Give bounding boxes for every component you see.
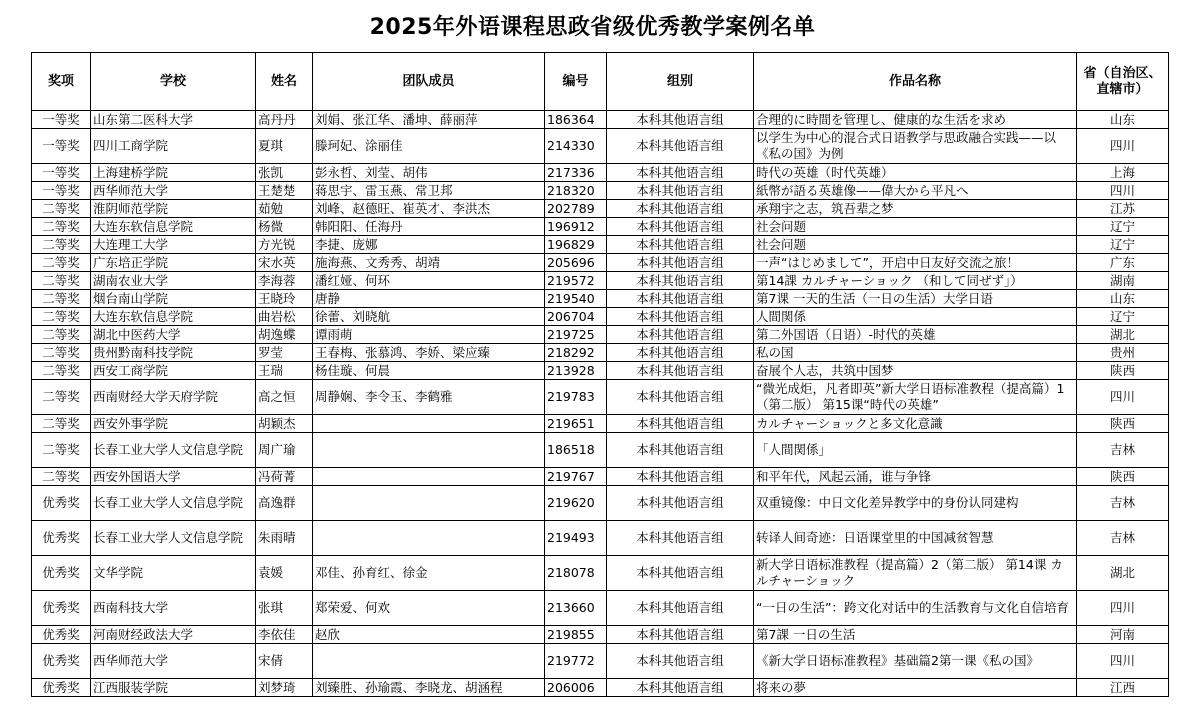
cell-school: 西华师范大学 — [91, 182, 256, 200]
table-row — [32, 254, 1169, 272]
cell-name: 宋倩 — [256, 644, 313, 679]
cell-province: 山东 — [1077, 111, 1169, 129]
header-group: 组别 — [607, 53, 754, 111]
table-header-row — [32, 53, 1169, 111]
cell-work: 转译人间奇迹：日语课堂里的中国减贫智慧 — [754, 521, 1077, 556]
cell-province: 四川 — [1077, 129, 1169, 164]
cell-work: 以学生为中心的混合式日语教学与思政融合实践——以《私の国》为例 — [754, 129, 1077, 164]
table-row — [32, 308, 1169, 326]
table-body — [32, 111, 1169, 697]
cell-name: 茹勉 — [256, 200, 313, 218]
cell-province: 陕西 — [1077, 468, 1169, 486]
cell-name: 王晓玲 — [256, 290, 313, 308]
cell-work: 新大学日语标准教程（提高篇）2（第二版） 第14课 カルチャーショック — [754, 556, 1077, 591]
cell-award: 一等奖 — [32, 164, 91, 182]
cell-group: 本科其他语言组 — [607, 556, 754, 591]
cell-school: 湖北中医药大学 — [91, 326, 256, 344]
cell-group: 本科其他语言组 — [607, 164, 754, 182]
cell-work: 双重镜像：中日文化差异教学中的身份认同建构 — [754, 486, 1077, 521]
cell-name: 张琪 — [256, 591, 313, 626]
cell-province: 湖北 — [1077, 556, 1169, 591]
cell-award: 一等奖 — [32, 129, 91, 164]
table-row — [32, 129, 1169, 164]
cell-award: 二等奖 — [32, 272, 91, 290]
cell-name: 张凯 — [256, 164, 313, 182]
cell-province: 吉林 — [1077, 521, 1169, 556]
table-row — [32, 591, 1169, 626]
cell-team: 潘红娅、何环 — [313, 272, 545, 290]
cell-work: 人間関係 — [754, 308, 1077, 326]
cell-group: 本科其他语言组 — [607, 486, 754, 521]
cell-school: 大连理工大学 — [91, 236, 256, 254]
cell-number: 219620 — [545, 486, 607, 521]
cell-team: 刘娟、张江华、潘坤、薛丽萍 — [313, 111, 545, 129]
cell-province: 贵州 — [1077, 344, 1169, 362]
cell-number: 186364 — [545, 111, 607, 129]
table-row — [32, 182, 1169, 200]
cell-work: 合理的に時間を管理し、健康的な生活を求め — [754, 111, 1077, 129]
cell-name: 王楚楚 — [256, 182, 313, 200]
cell-number: 196912 — [545, 218, 607, 236]
cell-team: 刘峰、赵德旺、崔英才、李洪杰 — [313, 200, 545, 218]
table-row — [32, 380, 1169, 415]
table-row — [32, 521, 1169, 556]
cell-team: 施海燕、文秀秀、胡靖 — [313, 254, 545, 272]
cell-work: 第二外国语（日语）-时代的英雄 — [754, 326, 1077, 344]
cell-work: 将来の夢 — [754, 679, 1077, 697]
cell-group: 本科其他语言组 — [607, 644, 754, 679]
cell-group: 本科其他语言组 — [607, 272, 754, 290]
cell-group: 本科其他语言组 — [607, 308, 754, 326]
cell-work: 第7課 一日の生活 — [754, 626, 1077, 644]
cell-school: 广东培正学院 — [91, 254, 256, 272]
cell-school: 文华学院 — [91, 556, 256, 591]
cell-name: 夏琪 — [256, 129, 313, 164]
cell-group: 本科其他语言组 — [607, 362, 754, 380]
cell-number: 213928 — [545, 362, 607, 380]
cell-award: 优秀奖 — [32, 626, 91, 644]
cell-award: 二等奖 — [32, 218, 91, 236]
cell-name: 胡逸蝶 — [256, 326, 313, 344]
cell-school: 江西服装学院 — [91, 679, 256, 697]
cell-group: 本科其他语言组 — [607, 254, 754, 272]
cell-name: 李海蓉 — [256, 272, 313, 290]
cell-group: 本科其他语言组 — [607, 591, 754, 626]
table-row — [32, 556, 1169, 591]
cell-award: 一等奖 — [32, 182, 91, 200]
cell-team: 刘臻胜、孙瑜霞、李晓龙、胡涵程 — [313, 679, 545, 697]
cell-work: “一日の生活”：跨文化对话中的生活教育与文化自信培育 — [754, 591, 1077, 626]
table-row — [32, 626, 1169, 644]
cell-team: 邓佳、孙育红、徐金 — [313, 556, 545, 591]
cell-province: 吉林 — [1077, 486, 1169, 521]
cell-group: 本科其他语言组 — [607, 344, 754, 362]
cell-number: 219783 — [545, 380, 607, 415]
cell-team: 蒋思宇、雷玉燕、常卫邦 — [313, 182, 545, 200]
cell-number: 206006 — [545, 679, 607, 697]
cell-group: 本科其他语言组 — [607, 218, 754, 236]
table-row — [32, 486, 1169, 521]
cell-name: 王瑞 — [256, 362, 313, 380]
header-team: 团队成员 — [313, 53, 545, 111]
cell-province: 广东 — [1077, 254, 1169, 272]
cell-work: 和平年代，风起云涌，谁与争锋 — [754, 468, 1077, 486]
cell-group: 本科其他语言组 — [607, 468, 754, 486]
cell-work: 第7课 一天的生活（一日の生活）大学日语 — [754, 290, 1077, 308]
cell-number: 202789 — [545, 200, 607, 218]
cell-award: 优秀奖 — [32, 644, 91, 679]
cell-work: “微光成炬，凡者即英”新大学日语标准教程（提高篇）1（第二版） 第15课“時代の英雄” — [754, 380, 1077, 415]
cell-group: 本科其他语言组 — [607, 129, 754, 164]
cell-number: 206704 — [545, 308, 607, 326]
table-row — [32, 290, 1169, 308]
cell-team — [313, 644, 545, 679]
table-row — [32, 200, 1169, 218]
cell-school: 烟台南山学院 — [91, 290, 256, 308]
cell-award: 优秀奖 — [32, 486, 91, 521]
cell-province: 四川 — [1077, 591, 1169, 626]
cell-number: 219651 — [545, 415, 607, 433]
cell-award: 二等奖 — [32, 380, 91, 415]
cell-award: 优秀奖 — [32, 556, 91, 591]
cell-award: 优秀奖 — [32, 679, 91, 697]
cell-award: 二等奖 — [32, 290, 91, 308]
cell-team — [313, 468, 545, 486]
cell-work: 一声“はじめまして”，开启中日友好交流之旅！ — [754, 254, 1077, 272]
cell-school: 上海建桥学院 — [91, 164, 256, 182]
cell-work: カルチャーショックと多文化意識 — [754, 415, 1077, 433]
cell-team: 郑荣爱、何欢 — [313, 591, 545, 626]
cell-name: 方光锐 — [256, 236, 313, 254]
cell-name: 李依佳 — [256, 626, 313, 644]
table-row — [32, 111, 1169, 129]
cell-team: 杨佳璇、何晨 — [313, 362, 545, 380]
cell-province: 辽宁 — [1077, 236, 1169, 254]
cell-number: 219540 — [545, 290, 607, 308]
cell-school: 四川工商学院 — [91, 129, 256, 164]
cell-school: 西南科技大学 — [91, 591, 256, 626]
cell-school: 大连东软信息学院 — [91, 308, 256, 326]
header-number: 编号 — [545, 53, 607, 111]
table-row — [32, 218, 1169, 236]
cell-team — [313, 486, 545, 521]
cell-school: 西安工商学院 — [91, 362, 256, 380]
cell-province: 江苏 — [1077, 200, 1169, 218]
cell-team: 周静娴、李令玉、李鹤雅 — [313, 380, 545, 415]
cell-group: 本科其他语言组 — [607, 290, 754, 308]
cell-group: 本科其他语言组 — [607, 200, 754, 218]
table-row — [32, 326, 1169, 344]
cell-school: 西华师范大学 — [91, 644, 256, 679]
cell-group: 本科其他语言组 — [607, 326, 754, 344]
cell-number: 217336 — [545, 164, 607, 182]
cell-work: 「人間関係」 — [754, 433, 1077, 468]
cell-name: 罗莹 — [256, 344, 313, 362]
cell-number: 218292 — [545, 344, 607, 362]
cell-name: 袁媛 — [256, 556, 313, 591]
cell-province: 陕西 — [1077, 362, 1169, 380]
cell-name: 朱雨晴 — [256, 521, 313, 556]
cell-name: 曲岩松 — [256, 308, 313, 326]
cell-work: 第14課 カルチャーショック （和して同ぜず」） — [754, 272, 1077, 290]
cell-name: 胡颖杰 — [256, 415, 313, 433]
table-row — [32, 362, 1169, 380]
cell-name: 刘梦琦 — [256, 679, 313, 697]
cell-work: 社会问题 — [754, 236, 1077, 254]
cell-number: 219855 — [545, 626, 607, 644]
cell-team: 徐蕾、刘晓航 — [313, 308, 545, 326]
cell-award: 二等奖 — [32, 200, 91, 218]
cell-school: 长春工业大学人文信息学院 — [91, 433, 256, 468]
cell-name: 冯荷菁 — [256, 468, 313, 486]
cell-work: 承翔宇之志，筑吾辈之梦 — [754, 200, 1077, 218]
cell-award: 二等奖 — [32, 326, 91, 344]
header-name: 姓名 — [256, 53, 313, 111]
table-row — [32, 164, 1169, 182]
cell-province: 江西 — [1077, 679, 1169, 697]
cell-group: 本科其他语言组 — [607, 236, 754, 254]
cell-number: 214330 — [545, 129, 607, 164]
cell-province: 山东 — [1077, 290, 1169, 308]
cell-award: 二等奖 — [32, 415, 91, 433]
cell-school: 长春工业大学人文信息学院 — [91, 486, 256, 521]
table-row — [32, 644, 1169, 679]
cell-school: 西安外事学院 — [91, 415, 256, 433]
cell-group: 本科其他语言组 — [607, 679, 754, 697]
cell-award: 二等奖 — [32, 308, 91, 326]
cell-number: 219493 — [545, 521, 607, 556]
cell-number: 186518 — [545, 433, 607, 468]
cell-number: 213660 — [545, 591, 607, 626]
cell-number: 219772 — [545, 644, 607, 679]
cell-group: 本科其他语言组 — [607, 433, 754, 468]
cell-work: 《新大学日语标准教程》基础篇2第一课《私の国》 — [754, 644, 1077, 679]
cell-award: 二等奖 — [32, 362, 91, 380]
cell-school: 大连东软信息学院 — [91, 218, 256, 236]
cell-name: 高丹丹 — [256, 111, 313, 129]
cell-school: 湖南农业大学 — [91, 272, 256, 290]
cell-team — [313, 415, 545, 433]
cell-province: 湖北 — [1077, 326, 1169, 344]
cell-school: 淮阴师范学院 — [91, 200, 256, 218]
cell-work: 時代の英雄（时代英雄） — [754, 164, 1077, 182]
cell-work: 奋展个人志，共筑中国梦 — [754, 362, 1077, 380]
cell-school: 西安外国语大学 — [91, 468, 256, 486]
table-row — [32, 236, 1169, 254]
cell-school: 长春工业大学人文信息学院 — [91, 521, 256, 556]
cell-province: 四川 — [1077, 182, 1169, 200]
cell-team — [313, 433, 545, 468]
cell-award: 二等奖 — [32, 344, 91, 362]
cell-team: 李捷、庞娜 — [313, 236, 545, 254]
awards-table — [31, 52, 1169, 697]
cell-number: 218078 — [545, 556, 607, 591]
cell-group: 本科其他语言组 — [607, 521, 754, 556]
cell-number: 218320 — [545, 182, 607, 200]
cell-number: 219725 — [545, 326, 607, 344]
cell-work: 社会问题 — [754, 218, 1077, 236]
cell-team: 韩阳阳、任海丹 — [313, 218, 545, 236]
cell-name: 周广瑜 — [256, 433, 313, 468]
cell-team: 滕珂妃、涂丽佳 — [313, 129, 545, 164]
cell-group: 本科其他语言组 — [607, 111, 754, 129]
header-work: 作品名称 — [754, 53, 1077, 111]
cell-number: 219767 — [545, 468, 607, 486]
cell-province: 辽宁 — [1077, 308, 1169, 326]
cell-award: 二等奖 — [32, 468, 91, 486]
cell-group: 本科其他语言组 — [607, 182, 754, 200]
cell-team: 赵欣 — [313, 626, 545, 644]
cell-province: 陕西 — [1077, 415, 1169, 433]
cell-number: 196829 — [545, 236, 607, 254]
cell-province: 上海 — [1077, 164, 1169, 182]
table-row — [32, 415, 1169, 433]
cell-award: 优秀奖 — [32, 521, 91, 556]
cell-group: 本科其他语言组 — [607, 415, 754, 433]
cell-team: 彭永哲、刘莹、胡伟 — [313, 164, 545, 182]
cell-number: 219572 — [545, 272, 607, 290]
cell-school: 山东第二医科大学 — [91, 111, 256, 129]
cell-province: 湖南 — [1077, 272, 1169, 290]
cell-team — [313, 521, 545, 556]
cell-number: 205696 — [545, 254, 607, 272]
cell-school: 西南财经大学天府学院 — [91, 380, 256, 415]
table-row — [32, 679, 1169, 697]
cell-province: 辽宁 — [1077, 218, 1169, 236]
cell-name: 杨微 — [256, 218, 313, 236]
cell-name: 宋水英 — [256, 254, 313, 272]
cell-award: 二等奖 — [32, 433, 91, 468]
table-row — [32, 272, 1169, 290]
cell-school: 贵州黔南科技学院 — [91, 344, 256, 362]
cell-group: 本科其他语言组 — [607, 380, 754, 415]
cell-group: 本科其他语言组 — [607, 626, 754, 644]
cell-team: 唐静 — [313, 290, 545, 308]
cell-name: 高逸群 — [256, 486, 313, 521]
table-row — [32, 433, 1169, 468]
cell-work: 私の国 — [754, 344, 1077, 362]
header-award: 奖项 — [32, 53, 91, 111]
cell-province: 吉林 — [1077, 433, 1169, 468]
header-school: 学校 — [91, 53, 256, 111]
header-province: 省（自治区、直辖市） — [1077, 53, 1169, 111]
cell-award: 二等奖 — [32, 254, 91, 272]
cell-team: 王春梅、张慕鸿、李娇、梁应臻 — [313, 344, 545, 362]
table-row — [32, 468, 1169, 486]
cell-award: 二等奖 — [32, 236, 91, 254]
cell-award: 优秀奖 — [32, 591, 91, 626]
cell-award: 一等奖 — [32, 111, 91, 129]
cell-province: 四川 — [1077, 644, 1169, 679]
cell-province: 四川 — [1077, 380, 1169, 415]
page-title: 2025年外语课程思政省级优秀教学案例名单 — [369, 15, 816, 40]
cell-province: 河南 — [1077, 626, 1169, 644]
cell-name: 高之恒 — [256, 380, 313, 415]
table-row — [32, 344, 1169, 362]
cell-team: 谭雨萌 — [313, 326, 545, 344]
cell-school: 河南财经政法大学 — [91, 626, 256, 644]
cell-work: 紙幣が語る英雄像——偉大から平凡へ — [754, 182, 1077, 200]
